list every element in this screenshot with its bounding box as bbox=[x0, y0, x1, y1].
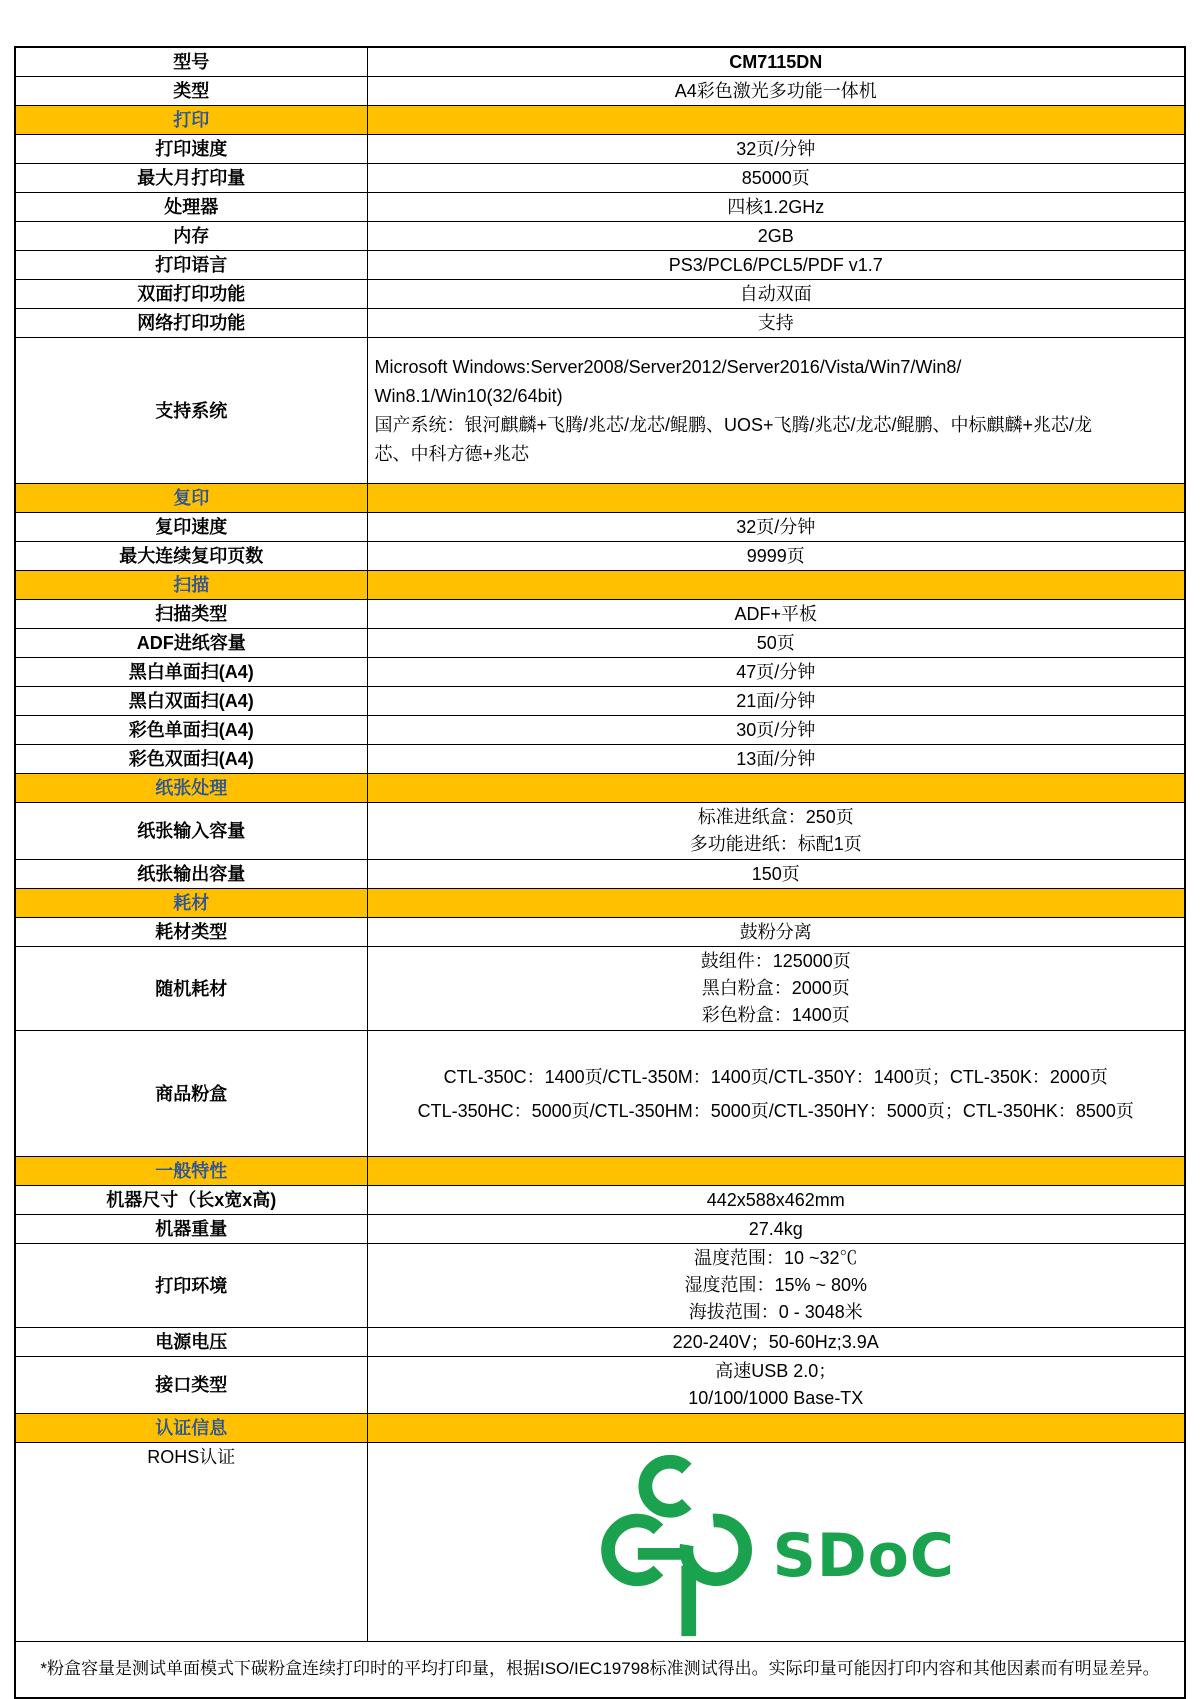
spec-value-cell: 自动双面 bbox=[367, 280, 1185, 309]
value-line: 多功能进纸：标配1页 bbox=[689, 834, 862, 854]
value-line: 10/100/1000 Base-TX bbox=[688, 1388, 864, 1408]
section-filler-cell bbox=[367, 774, 1185, 803]
spec-row bbox=[15, 309, 1185, 338]
spec-label-cell: ADF进纸容量 bbox=[15, 629, 367, 658]
section-row bbox=[15, 484, 1185, 513]
clover-c-arc bbox=[645, 1462, 686, 1511]
spec-label-cell: 耗材类型 bbox=[15, 918, 367, 947]
section-row bbox=[15, 571, 1185, 600]
spec-label-cell: 黑白单面扫(A4) bbox=[15, 658, 367, 687]
spec-row bbox=[15, 222, 1185, 251]
spec-value-cell: 32页/分钟 bbox=[367, 135, 1185, 164]
value-line: CTL-350HC：5000页/CTL-350HM：5000页/CTL-350HY：5000页；CTL-350HK：8500页 bbox=[417, 1100, 1134, 1121]
section-row bbox=[15, 774, 1185, 803]
spec-value-cell: 85000页 bbox=[367, 164, 1185, 193]
spec-row bbox=[15, 1357, 1185, 1414]
spec-value-cell: 150页 bbox=[367, 860, 1185, 889]
spec-value-cell bbox=[367, 338, 1185, 484]
spec-row bbox=[15, 1328, 1185, 1357]
spec-row bbox=[15, 1244, 1185, 1328]
spec-label-cell: 机器重量 bbox=[15, 1215, 367, 1244]
spec-value-cell bbox=[367, 1357, 1185, 1414]
spec-label-cell: 型号 bbox=[15, 47, 367, 77]
spec-label-cell: 彩色单面扫(A4) bbox=[15, 716, 367, 745]
spec-row bbox=[15, 47, 1185, 77]
spec-row bbox=[15, 280, 1185, 309]
spec-row bbox=[15, 687, 1185, 716]
spec-value-cell: ADF+平板 bbox=[367, 600, 1185, 629]
spec-row bbox=[15, 513, 1185, 542]
spec-row bbox=[15, 1186, 1185, 1215]
section-filler-cell bbox=[367, 106, 1185, 135]
spec-label-cell: 黑白双面扫(A4) bbox=[15, 687, 367, 716]
value-line: 黑白粉盒：2000页 bbox=[701, 978, 850, 998]
spec-label-cell: 处理器 bbox=[15, 193, 367, 222]
spec-value-cell: 四核1.2GHz bbox=[367, 193, 1185, 222]
spec-row bbox=[15, 947, 1185, 1031]
spec-value-cell: 鼓粉分离 bbox=[367, 918, 1185, 947]
section-label-cell: 扫描 bbox=[15, 571, 367, 600]
section-row bbox=[15, 889, 1185, 918]
spec-row bbox=[15, 135, 1185, 164]
spec-row bbox=[15, 77, 1185, 106]
spec-label-cell: 机器尺寸（长x宽x高) bbox=[15, 1186, 367, 1215]
spec-row bbox=[15, 1443, 1185, 1642]
spec-value-cell: 30页/分钟 bbox=[367, 716, 1185, 745]
value-line: Win8.1/Win10(32/64bit) bbox=[374, 385, 563, 406]
spec-label-cell: ROHS认证 bbox=[15, 1443, 367, 1642]
spec-row bbox=[15, 803, 1185, 860]
spec-row bbox=[15, 1215, 1185, 1244]
spec-value-cell: CM7115DN bbox=[367, 47, 1185, 77]
spec-row bbox=[15, 658, 1185, 687]
section-label-cell: 纸张处理 bbox=[15, 774, 367, 803]
spec-row bbox=[15, 251, 1185, 280]
value-line: 海拔范围：0 - 3048米 bbox=[688, 1302, 863, 1322]
section-label-cell: 复印 bbox=[15, 484, 367, 513]
section-row bbox=[15, 1414, 1185, 1443]
value-line: CTL-350C：1400页/CTL-350M：1400页/CTL-350Y：1400页；CTL-350K：2000页 bbox=[443, 1066, 1108, 1087]
section-row bbox=[15, 1157, 1185, 1186]
spec-row bbox=[15, 745, 1185, 774]
spec-label-cell: 内存 bbox=[15, 222, 367, 251]
spec-value-cell: A4彩色激光多功能一体机 bbox=[367, 77, 1185, 106]
section-filler-cell bbox=[367, 1157, 1185, 1186]
footer-note-cell: *粉盒容量是测试单面模式下碳粉盒连续打印时的平均打印量，根据ISO/IEC19798标准测试得出。实际印量可能因打印内容和其他因素而有明显差异。 bbox=[15, 1642, 1185, 1698]
spec-row bbox=[15, 542, 1185, 571]
section-label-cell: 打印 bbox=[15, 106, 367, 135]
spec-label-cell: 纸张输出容量 bbox=[15, 860, 367, 889]
spec-label-cell: 支持系统 bbox=[15, 338, 367, 484]
spec-label-cell: 网络打印功能 bbox=[15, 309, 367, 338]
spec-value-cell: 21面/分钟 bbox=[367, 687, 1185, 716]
value-line: 湿度范围：15% ~ 80% bbox=[684, 1275, 868, 1295]
spec-value-cell: 13面/分钟 bbox=[367, 745, 1185, 774]
value-line: Microsoft Windows:Server2008/Server2012/Server2016/Vista/Win7/Win8/ bbox=[374, 356, 962, 377]
spec-row bbox=[15, 600, 1185, 629]
value-line: 温度范围：10 ~32℃ bbox=[693, 1248, 858, 1268]
value-line: 鼓组件：125000页 bbox=[700, 951, 851, 971]
spec-row bbox=[15, 164, 1185, 193]
spec-value-cell bbox=[367, 1031, 1185, 1157]
sdoc-text: SDoC bbox=[772, 1521, 955, 1591]
spec-row bbox=[15, 1031, 1185, 1157]
spec-value-cell bbox=[367, 1244, 1185, 1328]
spec-value-cell: 27.4kg bbox=[367, 1215, 1185, 1244]
value-line: 彩色粉盒：1400页 bbox=[701, 1005, 850, 1025]
spec-value-cell: 2GB bbox=[367, 222, 1185, 251]
section-label-cell: 一般特性 bbox=[15, 1157, 367, 1186]
spec-value-cell: 220-240V；50-60Hz;3.9A bbox=[367, 1328, 1185, 1357]
spec-label-cell: 类型 bbox=[15, 77, 367, 106]
spec-value-cell: 9999页 bbox=[367, 542, 1185, 571]
footer-row bbox=[15, 1642, 1185, 1698]
gp-clover-icon bbox=[597, 1452, 757, 1640]
spec-label-cell: 打印环境 bbox=[15, 1244, 367, 1328]
spec-sheet bbox=[14, 46, 1186, 1699]
spec-value-cell: 32页/分钟 bbox=[367, 513, 1185, 542]
section-row bbox=[15, 106, 1185, 135]
value-line: 芯、中科方德+兆芯 bbox=[374, 443, 530, 464]
spec-label-cell: 接口类型 bbox=[15, 1357, 367, 1414]
section-filler-cell bbox=[367, 571, 1185, 600]
spec-table bbox=[14, 46, 1186, 1699]
spec-row bbox=[15, 860, 1185, 889]
spec-label-cell: 最大月打印量 bbox=[15, 164, 367, 193]
spec-row bbox=[15, 918, 1185, 947]
spec-label-cell: 打印语言 bbox=[15, 251, 367, 280]
spec-label-cell: 纸张输入容量 bbox=[15, 803, 367, 860]
spec-value-cell: 442x588x462mm bbox=[367, 1186, 1185, 1215]
spec-row bbox=[15, 193, 1185, 222]
section-filler-cell bbox=[367, 484, 1185, 513]
spec-label-cell: 电源电压 bbox=[15, 1328, 367, 1357]
spec-label-cell: 打印速度 bbox=[15, 135, 367, 164]
spec-label-cell: 双面打印功能 bbox=[15, 280, 367, 309]
spec-value-cell: 50页 bbox=[367, 629, 1185, 658]
section-label-cell: 耗材 bbox=[15, 889, 367, 918]
rohs-logo bbox=[372, 1444, 1181, 1640]
spec-label-cell: 最大连续复印页数 bbox=[15, 542, 367, 571]
spec-label-cell: 随机耗材 bbox=[15, 947, 367, 1031]
spec-label-cell: 扫描类型 bbox=[15, 600, 367, 629]
spec-label-cell: 彩色双面扫(A4) bbox=[15, 745, 367, 774]
spec-table-body bbox=[15, 47, 1185, 1698]
value-line: 标准进纸盒：250页 bbox=[697, 807, 854, 827]
spec-row bbox=[15, 338, 1185, 484]
value-line: 国产系统：银河麒麟+飞腾/兆芯/龙芯/鲲鹏、UOS+飞腾/兆芯/龙芯/鲲鹏、中标麒麟+兆芯/龙 bbox=[374, 414, 1093, 435]
spec-value-cell bbox=[367, 1443, 1185, 1642]
spec-label-cell: 商品粉盒 bbox=[15, 1031, 367, 1157]
spec-row bbox=[15, 629, 1185, 658]
spec-value-cell: PS3/PCL6/PCL5/PDF v1.7 bbox=[367, 251, 1185, 280]
section-filler-cell bbox=[367, 889, 1185, 918]
spec-value-cell bbox=[367, 803, 1185, 860]
spec-row bbox=[15, 716, 1185, 745]
spec-value-cell: 47页/分钟 bbox=[367, 658, 1185, 687]
value-line: 高速USB 2.0； bbox=[715, 1361, 837, 1381]
spec-label-cell: 复印速度 bbox=[15, 513, 367, 542]
spec-value-cell: 支持 bbox=[367, 309, 1185, 338]
section-label-cell: 认证信息 bbox=[15, 1414, 367, 1443]
section-filler-cell bbox=[367, 1414, 1185, 1443]
spec-value-cell bbox=[367, 947, 1185, 1031]
